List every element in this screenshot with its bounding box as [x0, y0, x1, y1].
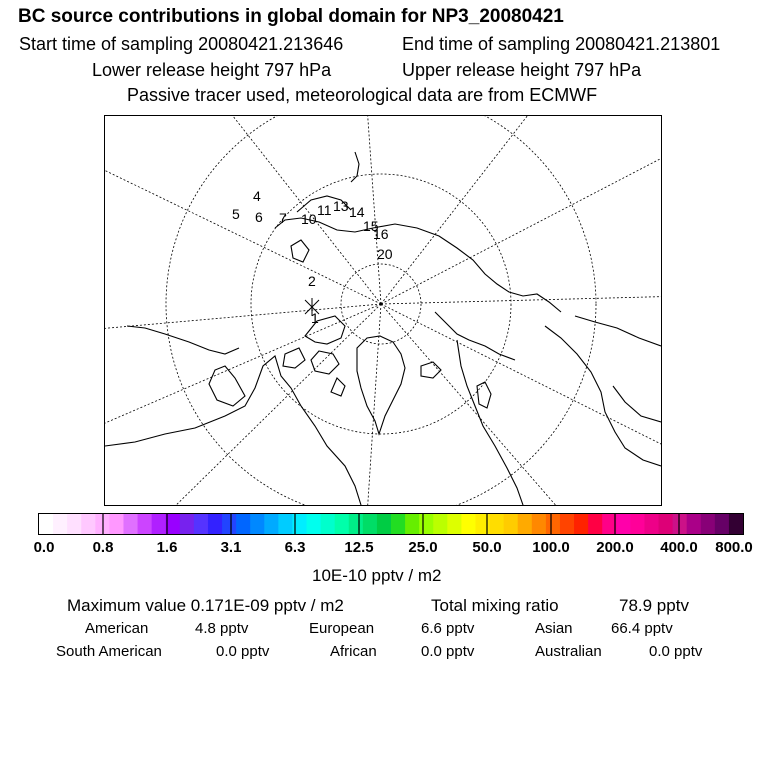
- colorbar-swatch: [433, 514, 448, 534]
- trajectory-label: 13: [333, 198, 349, 214]
- colorbar-swatch: [236, 514, 251, 534]
- colorbar-swatch: [630, 514, 645, 534]
- colorbar-swatch: [250, 514, 265, 534]
- colorbar-swatch: [180, 514, 195, 534]
- trajectory-label: 15: [363, 218, 379, 234]
- scandinavia-coast: [435, 312, 515, 360]
- end-time: End time of sampling 20080421.213801: [402, 34, 721, 54]
- colorbar-swatch: [588, 514, 603, 534]
- colorbar-swatch: [152, 514, 167, 534]
- uk-coast: [477, 382, 491, 408]
- trajectory-label: 10: [301, 211, 317, 227]
- colorbar-swatch: [560, 514, 575, 534]
- colorbar-tick-label: 0.8: [92, 539, 114, 556]
- colorbar-tick-label: 50.0: [472, 539, 502, 556]
- colorbar-swatch: [138, 514, 153, 534]
- colorbar-swatch: [377, 514, 392, 534]
- trajectory-label: 20: [377, 246, 393, 262]
- colorbar-swatch: [490, 514, 505, 534]
- trajectory-label: 4: [253, 188, 261, 204]
- colorbar-swatch: [222, 514, 237, 534]
- colorbar-swatch: [405, 514, 420, 534]
- trajectory-label: 2: [308, 273, 316, 289]
- trajectory-label: 6: [255, 209, 263, 225]
- colorbar-tick-label: 800.0: [715, 539, 753, 556]
- colorbar-swatch: [518, 514, 533, 534]
- colorbar-swatch: [208, 514, 223, 534]
- colorbar-swatch: [546, 514, 561, 534]
- meridian-6: [381, 296, 661, 304]
- trajectory-label: 1: [311, 310, 319, 326]
- lat-lon-grid: [105, 116, 661, 505]
- asia-coast-2: [575, 316, 661, 346]
- arctic-archipelago-coast: [283, 316, 345, 396]
- colorbar-swatch: [419, 514, 434, 534]
- trajectory-label: 7: [279, 210, 287, 226]
- colorbar-swatch: [81, 514, 96, 534]
- start-time: Start time of sampling 20080421.213646: [19, 34, 344, 54]
- colorbar-units: 10E-10 pptv / m2: [312, 566, 442, 585]
- region-label-asian: Asian: [535, 620, 573, 637]
- meridian-5: [381, 146, 661, 304]
- meridian-11: [105, 304, 381, 436]
- colorbar-swatch: [532, 514, 547, 534]
- map-panel: [104, 115, 662, 506]
- meridian-8: [381, 304, 565, 505]
- plot-title: BC source contributions in global domain for NP3_20080421: [18, 6, 564, 27]
- colorbar-swatch: [659, 514, 674, 534]
- kamchatka-coast: [291, 240, 309, 262]
- meridian-12: [105, 304, 381, 331]
- total-mixing-label: Total mixing ratio: [431, 596, 559, 615]
- colorbar-swatch: [701, 514, 716, 534]
- europe-coast: [457, 340, 523, 505]
- north-america-coast: [105, 356, 361, 505]
- colorbar-swatch: [166, 514, 181, 534]
- colorbar-tick-label: 25.0: [408, 539, 438, 556]
- colorbar-swatch: [109, 514, 124, 534]
- eurasia-north-coast: [275, 218, 561, 312]
- region-label-european: European: [309, 620, 375, 637]
- colorbar-swatch: [307, 514, 322, 534]
- colorbar-swatch: [644, 514, 659, 534]
- total-mixing-value: 78.9 pptv: [619, 596, 689, 615]
- colorbar-swatches: [38, 513, 744, 535]
- colorbar-swatch: [123, 514, 138, 534]
- colorbar-swatch: [349, 514, 364, 534]
- colorbar-swatch: [729, 514, 744, 534]
- colorbar-swatch: [574, 514, 589, 534]
- region-value-african: 0.0 pptv: [421, 643, 475, 660]
- trajectory-label: 5: [232, 206, 240, 222]
- iceland-coast: [421, 362, 441, 378]
- colorbar-swatch: [278, 514, 293, 534]
- colorbar-swatch: [715, 514, 730, 534]
- colorbar-swatch: [475, 514, 490, 534]
- upper-release-height: Upper release height 797 hPa: [402, 60, 642, 80]
- colorbar-tick-label: 100.0: [532, 539, 570, 556]
- colorbar-swatch: [264, 514, 279, 534]
- tracer-note: Passive tracer used, meteorological data are from ECMWF: [127, 85, 598, 105]
- region-value-asian: 66.4 pptv: [611, 620, 673, 637]
- alaska-coast: [127, 326, 239, 354]
- meridian-7: [381, 304, 661, 456]
- colorbar: [38, 513, 744, 535]
- colorbar-swatch: [53, 514, 68, 534]
- colorbar-swatch: [321, 514, 336, 534]
- colorbar-tick-label: 12.5: [344, 539, 374, 556]
- asia-east-coast: [545, 326, 661, 466]
- trajectory-label: 14: [349, 204, 365, 220]
- colorbar-swatch: [363, 514, 378, 534]
- lower-release-height: Lower release height 797 hPa: [92, 60, 332, 80]
- colorbar-swatch: [461, 514, 476, 534]
- region-value-australian: 0.0 pptv: [649, 643, 703, 660]
- meridian-9: [367, 304, 381, 505]
- colorbar-swatch: [194, 514, 209, 534]
- colorbar-swatch: [504, 514, 519, 534]
- meridian-10: [165, 304, 381, 505]
- region-value-european: 6.6 pptv: [421, 620, 475, 637]
- greenland-coast: [357, 336, 405, 434]
- colorbar-tick-label: 3.1: [220, 539, 242, 556]
- colorbar-tick-label: 6.3: [284, 539, 306, 556]
- colorbar-swatch: [616, 514, 631, 534]
- region-label-south-american: South American: [56, 643, 162, 660]
- colorbar-swatch: [447, 514, 462, 534]
- region-label-australian: Australian: [535, 643, 602, 660]
- region-value-south-american: 0.0 pptv: [216, 643, 270, 660]
- colorbar-tick-label: 400.0: [660, 539, 698, 556]
- colorbar-swatch: [67, 514, 82, 534]
- asia-coast-3: [613, 386, 661, 422]
- trajectory-label: 11: [317, 202, 332, 218]
- hudson-bay-coast: [209, 366, 245, 406]
- region-label-american: American: [85, 620, 149, 637]
- map-canvas: [105, 116, 661, 505]
- japan-coast: [351, 152, 359, 182]
- colorbar-swatch: [687, 514, 702, 534]
- colorbar-swatch: [673, 514, 688, 534]
- colorbar-tick-label: 200.0: [596, 539, 634, 556]
- colorbar-tick-label: 0.0: [33, 539, 55, 556]
- meridian-3: [367, 116, 381, 304]
- region-value-american: 4.8 pptv: [195, 620, 249, 637]
- region-label-african: African: [330, 643, 377, 660]
- coastlines: [105, 152, 661, 505]
- meridian-4: [381, 116, 535, 304]
- trajectory-label: 16: [373, 226, 389, 242]
- max-value: Maximum value 0.171E-09 pptv / m2: [67, 596, 344, 615]
- colorbar-swatch: [39, 514, 54, 534]
- colorbar-swatch: [335, 514, 350, 534]
- colorbar-tick-label: 1.6: [156, 539, 178, 556]
- colorbar-swatch: [391, 514, 406, 534]
